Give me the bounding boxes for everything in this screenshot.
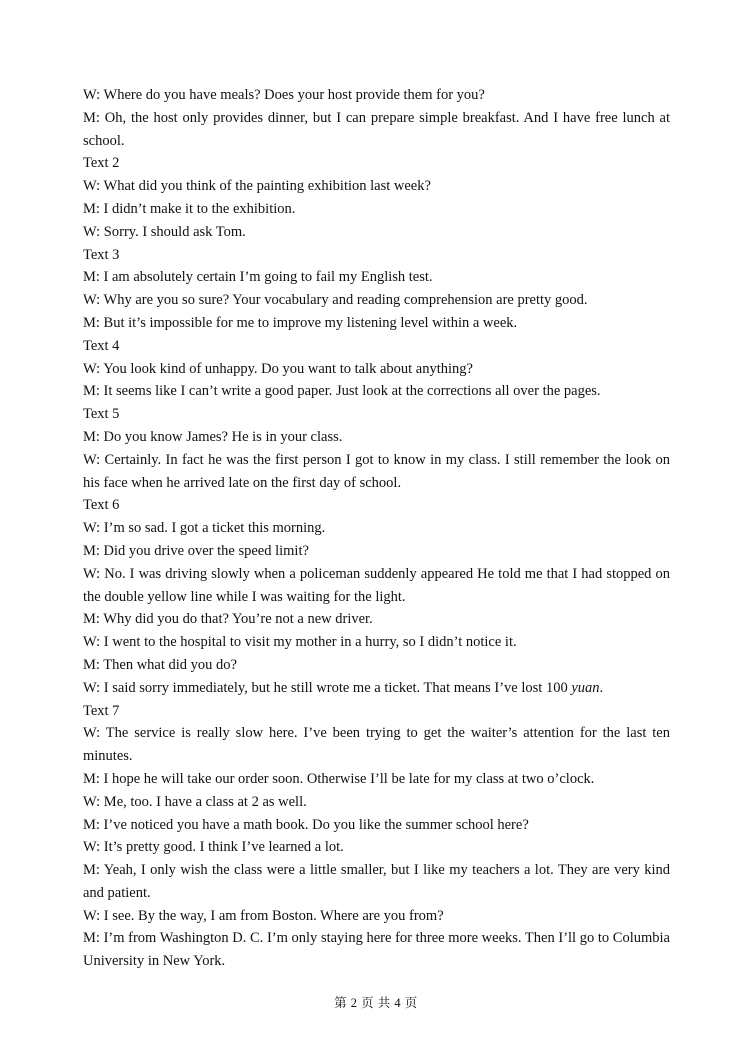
dialogue-line: W: What did you think of the painting exhibition last week? <box>83 178 431 195</box>
dialogue-line: W: It’s pretty good. I think I’ve learned a lot. <box>83 839 344 856</box>
dialogue-line: M: Then what did you do? <box>83 656 237 673</box>
dialogue-line: M: I hope he will take our order soon. Otherwise I’ll be late for my class at two o’clock. <box>83 770 595 787</box>
dialogue-line: W: Me, too. I have a class at 2 as well. <box>83 793 307 810</box>
dialogue-line: W: You look kind of unhappy. Do you want to talk about anything? <box>83 360 473 377</box>
document-body <box>83 84 670 973</box>
page-number-footer: 第 2 页 共 4 页 <box>334 996 418 1010</box>
section-heading: Text 4 <box>83 337 120 354</box>
dialogue-line: W: Sorry. I should ask Tom. <box>83 223 246 240</box>
dialogue-line: W: The service is really slow here. I’ve been trying to get the waiter’s attention for the last ten minutes. <box>83 725 670 765</box>
dialogue-line: M: Do you know James? He is in your class. <box>83 428 343 445</box>
section-heading: Text 5 <box>83 406 120 423</box>
dialogue-line: M: Oh, the host only provides dinner, but I can prepare simple breakfast. And I have free lunch at school. <box>83 109 670 149</box>
dialogue-line: W: Where do you have meals? Does your host provide them for you? <box>83 87 485 103</box>
dialogue-line: M: I’ve noticed you have a math book. Do you like the summer school here? <box>83 816 529 833</box>
section-heading: Text 7 <box>83 702 120 719</box>
section-heading: Text 2 <box>83 155 120 172</box>
dialogue-line: M: Why did you do that? You’re not a new driver. <box>83 611 373 628</box>
section-heading: Text 3 <box>83 246 120 263</box>
dialogue-line: M: Did you drive over the speed limit? <box>83 542 309 559</box>
dialogue-line: W: I see. By the way, I am from Boston. Where are you from? <box>83 907 444 924</box>
sentence-end: . <box>599 679 604 696</box>
section-heading: Text 6 <box>83 497 120 514</box>
currency-word: yuan <box>571 679 600 696</box>
dialogue-line: M: I didn’t make it to the exhibition. <box>83 200 296 217</box>
dialogue-line: M: I am absolutely certain I’m going to fail my English test. <box>83 269 433 286</box>
dialogue-line: M: Yeah, I only wish the class were a little smaller, but I like my teachers a lot. They are very kind and patient. <box>83 862 670 901</box>
dialogue-line: W: No. I was driving slowly when a policeman suddenly appeared He told me that I had stopped on the double yellow line while I was waiting for the light. <box>83 565 670 605</box>
dialogue-line: M: It seems like I can’t write a good paper. Just look at the corrections all over the pages. <box>83 383 601 400</box>
dialogue-line <box>83 677 670 700</box>
dialogue-line: W: Why are you so sure? Your vocabulary and reading comprehension are pretty good. <box>83 292 588 309</box>
dialogue-line: W: I’m so sad. I got a ticket this morning. <box>83 520 326 537</box>
dialogue-text: W: I said sorry immediately, but he still wrote me a ticket. That means I’ve lost 100 <box>83 679 572 696</box>
dialogue-line: M: I’m from Washington D. C. I’m only staying here for three more weeks. Then I’ll go to Columbia University in New York. <box>83 930 670 970</box>
dialogue-line: W: Certainly. In fact he was the first person I got to know in my class. I still remember the look on his face when he arrived late on the first day of school. <box>83 451 670 491</box>
dialogue-line: M: But it’s impossible for me to improve my listening level within a week. <box>83 314 518 331</box>
dialogue-line: W: I went to the hospital to visit my mother in a hurry, so I didn’t notice it. <box>83 634 517 651</box>
